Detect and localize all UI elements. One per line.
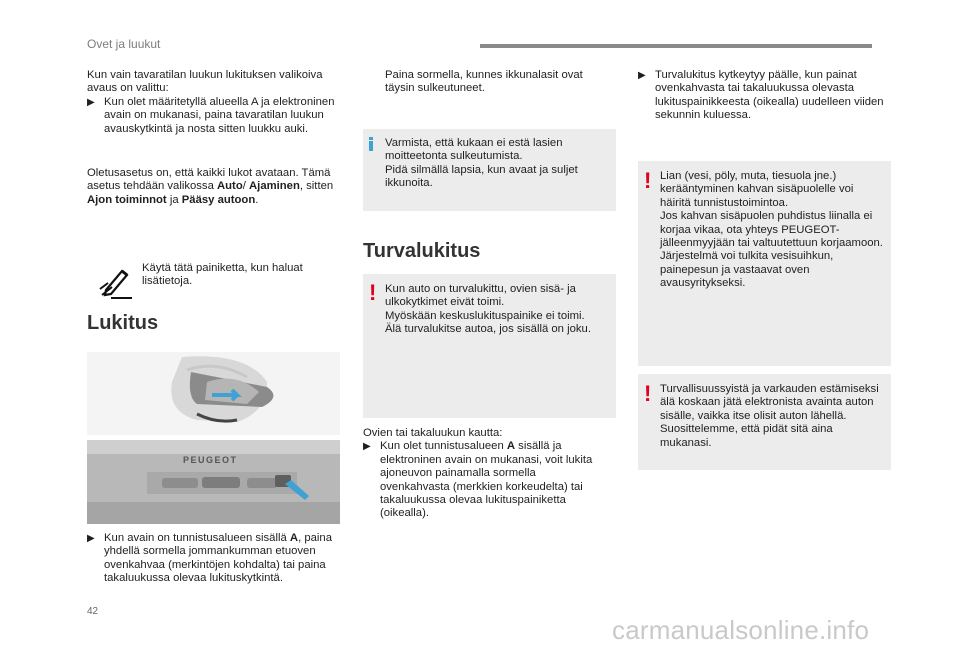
bullet-icon: ▶ <box>87 96 95 108</box>
door-handle-illustration <box>87 352 340 435</box>
header-divider <box>480 44 872 48</box>
settings-text: Oletusasetus on, että kaikki lukot avataan. Tämä asetus tehdään valikossa <box>87 167 331 193</box>
page-number: 42 <box>87 606 99 617</box>
warning-note-text: Kun auto on turvalukittu, ovien sisä- ja ulkokytkimet eivät toimi. Myöskään keskuslukituspainike ei toimi. Älä turvalukitse autoa, jos sisällä on joku. <box>385 283 591 336</box>
warning-icon: ! <box>644 381 652 406</box>
heading-lukitus: Lukitus <box>87 312 159 334</box>
watermark: carmanualsonline.info <box>612 615 870 645</box>
bottom-bullet-part: , paina yhdellä sormella jommankumman etuoven ovenkahvaa (merkintöjen kohdalta) tai paina takaluukussa olevaa lukituskytkintä. <box>104 532 332 585</box>
zone-label: A <box>506 440 516 453</box>
bottom-bullet-part: Kun avain on tunnistusalueen sisällä <box>104 532 290 544</box>
menu-ajaminen: Ajaminen <box>249 180 300 193</box>
pen-icon <box>96 263 136 299</box>
info-note-text: Varmista, että kukaan ei estä lasien moitteetonta sulkeutumista. Pidä silmällä lapsia, kun avaat ja suljet ikkunoita. <box>385 137 578 190</box>
col1-intro-block <box>87 69 345 136</box>
warning-note-box <box>363 274 616 418</box>
settings-slash: / <box>242 180 250 193</box>
warning-note-text: Turvallisuussyistä ja varkauden estämiseksi älä koskaan jätä elektronista avainta auton sisälle, vaikka itse olisit auton lähellä. Suosittelemme, että pidät sitä aina mukanasi. <box>660 383 879 449</box>
door-bullet-part: sisällä ja elektroninen avain on mukanasi, voit lukita ajoneuvon painamalla sormella ovenkahvasta (merkkien korkeudelta) tai takaluukussa olevaa lukituspainiketta (oikealla). <box>380 440 593 520</box>
intro-text: Kun vain tavaratilan luukun lukituksen valikoiva avaus on valittu: <box>87 69 323 95</box>
intro-bullet-text: Kun olet määritetyllä alueella A ja elektroninen avain on mukanasi, paina tavaratilan luukun avauskytkintä ja nosta sitten luukku auki. <box>104 95 335 135</box>
warning-note-box <box>638 374 891 470</box>
section-title: Ovet ja luukut <box>87 37 161 51</box>
settings-text: , sitten <box>299 180 334 193</box>
heading-turvalukitus: Turvalukitus <box>363 240 481 262</box>
settings-paragraph <box>87 167 345 207</box>
info-note-box <box>363 129 616 211</box>
info-callout-text: Käytä tätä painiketta, kun haluat lisätietoja. <box>142 262 303 288</box>
col2-door-block <box>363 427 608 521</box>
col3-bullet-text: Turvalukitus kytkeytyy päälle, kun painat ovenkahvasta tai takaluukussa olevasta lukituspainikkeesta (oikealla) uudelleen viiden sekunnin kuluessa. <box>655 69 884 122</box>
menu-ajon-toiminnot: Ajon toiminnot <box>87 193 167 206</box>
bottom-bullet-text <box>104 532 345 586</box>
info-icon <box>369 137 373 151</box>
bullet-icon: ▶ <box>363 441 371 453</box>
zone-label: A <box>289 532 299 544</box>
door-bullet-part: Kun olet tunnistusalueen <box>380 440 507 453</box>
bullet-icon: ▶ <box>87 533 95 544</box>
door-bullet-text <box>380 440 608 520</box>
warning-note-box <box>638 161 891 366</box>
warning-icon: ! <box>369 280 377 305</box>
col2-top-text: Paina sormella, kunnes ikkunalasit ovat täysin sulkeutuneet. <box>385 69 583 95</box>
list-item <box>87 532 345 586</box>
tailgate-illustration <box>87 440 340 524</box>
list-item <box>87 96 345 136</box>
brand-label: PEUGEOT <box>183 455 238 465</box>
list-item <box>638 69 888 123</box>
menu-paasy-autoon: Pääsy autoon <box>181 193 256 206</box>
menu-auto: Auto <box>217 180 243 193</box>
warning-icon: ! <box>644 168 652 193</box>
settings-text: . <box>255 193 259 206</box>
list-item <box>363 440 608 520</box>
bullet-icon: ▶ <box>638 70 646 81</box>
settings-text: ja <box>166 193 182 206</box>
warning-note-text: Lian (vesi, pöly, muta, tiesuola jne.) kerääntyminen kahvan sisäpuolelle voi häiritä tunnistustoimintoa. Jos kahvan sisäpuolen puhdistus liinalla ei korjaa vikaa, ota yhteys PEUGEOT-jälleenmyyjään tai valtuutettuun korjaamoon. Järjestelmä voi tulkita vesisuihkun, painepesun ja vastaavat oven avausyritykseksi. <box>660 170 883 290</box>
door-intro-text: Ovien tai takaluukun kautta: <box>363 427 503 439</box>
